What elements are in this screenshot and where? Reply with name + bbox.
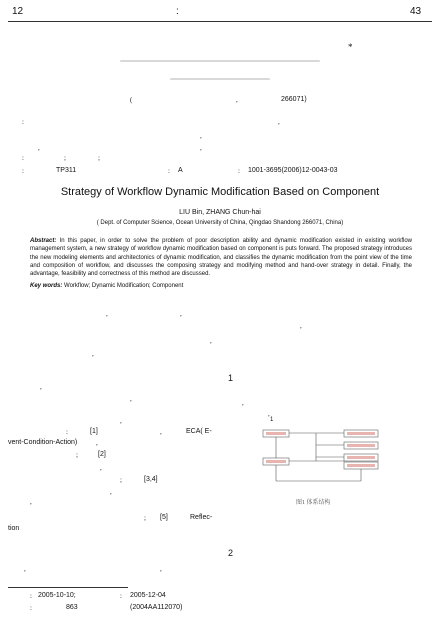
document-code: A [178,167,183,174]
eca-term-b: vent-Condition-Action) [8,439,78,446]
english-title: Strategy of Workflow Dynamic Modification Based on Component [60,186,380,198]
keywords [30,283,183,289]
footnote-rule [8,587,128,588]
reflection-term-a: Reflec- [190,514,213,521]
figure-1-caption: 图1 体系结构 [296,500,331,506]
article-id: 1001-3695(2006)12-0043-03 [248,167,338,174]
ref-2: [2] [98,451,106,458]
abstract-text: In this paper, in order to solve the problem of poor description ability and dynamic modification existed in existing workflow management system, a new strategy of workflow dynamic modification based on component is puts forward. The proposed strategy introduces the new modeling elements and architectonics of dynamic modification, and classifies the dynamic modification from the point view of the time and composition of workflow, and discusses the composing strategy and modifying method and hand-over strategy in detail. Finally, the advantage, feasibility and correctness of this method are discussed. [30,238,413,278]
eca-term-a: ECA( E- [186,428,212,435]
abstract-label: Abstract: [30,238,57,244]
class-number: TP311 [56,167,77,174]
fund-number: (2004AA112070) [130,604,183,611]
revised-date: 2005-12-04 [130,592,166,599]
ref-1: [1] [90,428,98,435]
english-abstract [30,237,412,278]
ref-5: [5] [160,514,168,521]
chinese-affiliation-postcode: 266071) [281,96,307,103]
english-affiliation: ( Dept. of Computer Science, Ocean University of China, Qingdao Shandong 266071, China) [96,220,344,226]
architecture-diagram-svg [258,425,382,495]
reflection-term-b: tion [8,525,20,532]
section-2-number: 2 [228,548,234,558]
chinese-title-placeholder [120,60,320,62]
figure-1-architecture-diagram [258,425,382,495]
fund-program: 863 [66,604,78,611]
diagram-label-mark [347,456,375,459]
keywords-label: Key words: [30,283,63,289]
section-1-number: 1 [228,373,234,383]
english-authors: LIU Bin, ZHANG Chun-hai [179,209,261,216]
received-date: 2005-10-10; [38,592,76,599]
diagram-label-mark [347,444,375,447]
keywords-text: Workflow; Dynamic Modification; Component [64,283,184,289]
ref-3-4: [3,4] [144,476,158,483]
diagram-label-mark [347,464,375,467]
diagram-label-mark [266,460,286,463]
page-number: 12 [12,6,24,17]
diagram-label-mark [266,432,286,435]
journal-name-separator: : [176,6,179,17]
issue-number: 43 [410,6,422,17]
header-rule [8,21,432,22]
diagram-label-mark [347,432,375,435]
figure-number: 1 [270,417,274,423]
title-asterisk: * [348,42,353,52]
chinese-authors-placeholder [170,78,270,80]
